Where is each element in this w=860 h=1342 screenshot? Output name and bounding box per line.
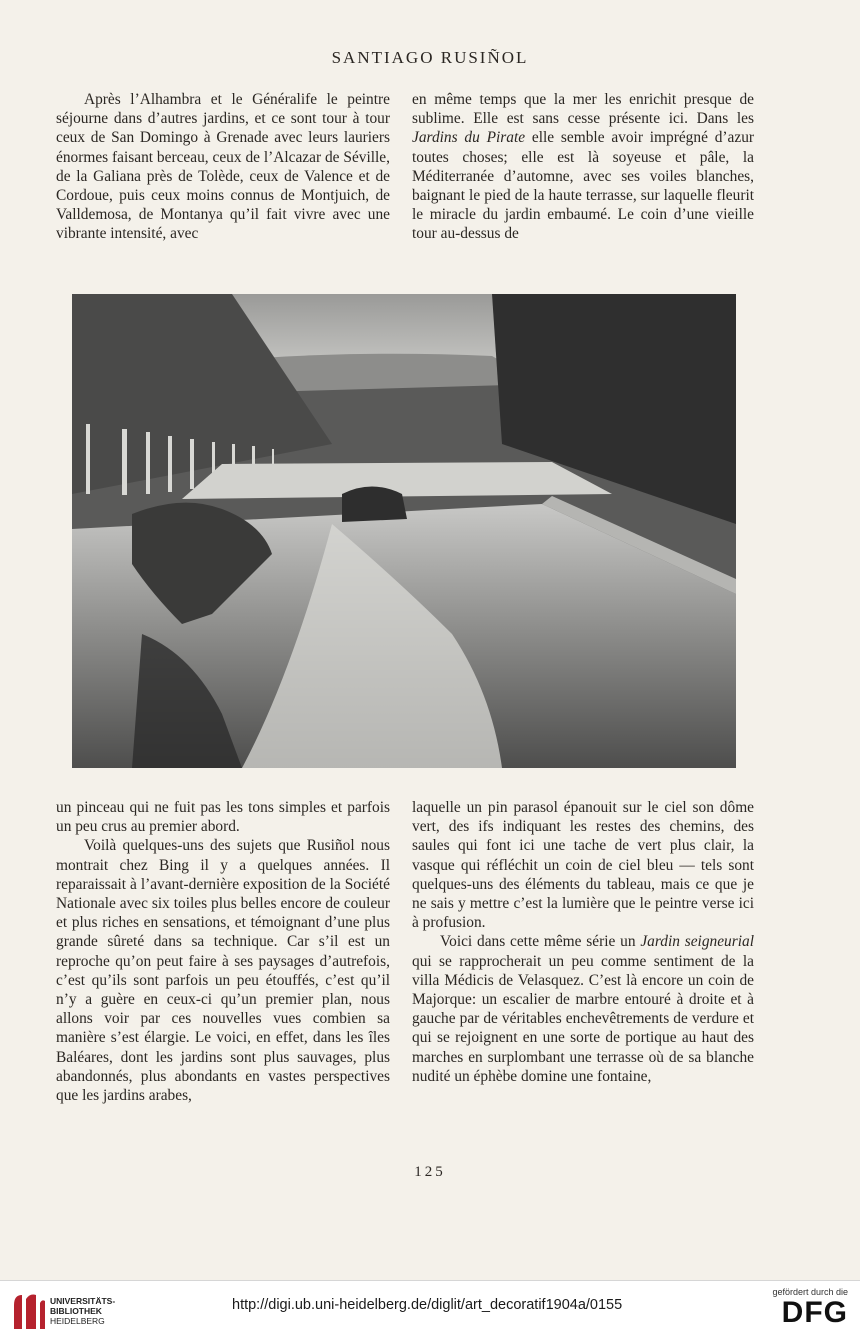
running-head: SANTIAGO RUSIÑOL [331,48,529,67]
viewer-footer [0,1280,860,1342]
garden-pool-illustration [72,294,736,768]
paragraph-text: Voici dans cette même série un [440,933,641,951]
artwork-title: Jardin seigneurial [640,933,754,951]
institution-line: HEIDELBERG [50,1316,105,1326]
paragraph-text: elle semble avoir imprégné d’azur toutes choses; elle est là soyeuse et pâle, la Méditerranée d’automne, avec ses voiles blanches, baignant le pied de la haute terrasse, sur laquelle fleurit le miracle du jardin embaumé. Le coin d’une vieille tour au-dessus de [412,129,755,243]
text-column-right-top [412,90,754,244]
text-column-left-top [56,90,390,244]
paragraph [412,932,754,1086]
artwork-title: Jardins du Pirate [412,129,526,147]
text-column-right-bottom [412,798,754,1086]
paragraph: laquelle un pin parasol épanouit sur le ciel son dôme vert, des ifs indiquant les restes des chemins, des saules qui font ici une tache de vert plus clair, la vasque qui réfléchit un coin de ciel bleu — tels sont quelques-uns des éléments du tableau, mais ce que je ne sais y mettre c’est la lumière que le peintre verse ici à profusion. [412,799,754,932]
paragraph: un pinceau qui ne fuit pas les tons simples et parfois un peu crus au premier abord. [56,799,390,836]
page-number: 125 [414,1164,446,1180]
paragraph [412,90,754,244]
text-column-left-bottom [56,798,390,1105]
sponsor-label: gefördert durch die [772,1287,848,1297]
dfg-logo: DFG [781,1296,848,1329]
paragraph: Voilà quelques-uns des sujets que Rusiñol nous montrait chez Bing il y a quelques années. Il reparaissait à l’avant-dernière exposition de la Société Nationale avec six toiles plus belles encore de couleur et plus riches en sensations, et témoignant d’une plus grande sûreté dans sa technique. Car s’il est un reproche qu’on peut faire à ses paysages d’autrefois, c’est qu’ils sont parfois un peu étouffés, c’est qu’il n’y a guère en ceux-ci qu’un premier plan, nous allons voir par ces nouvelles vues combien sa manière s’est élargie. Le voici, en effet, dans les îles Baléares, dont les jardins sont plus sauvages, plus abandonnés, plus abondants en vastes perspectives que les jardins arabes, [56,837,390,1105]
ub-heidelberg-logo-icon[interactable] [8,1289,48,1333]
institution-name[interactable] [50,1296,115,1326]
paragraph-text: en même temps que la mer les enrichit presque de sublime. Elle est sans cesse présente ici. Dans les [412,91,754,128]
paragraph-text: qui se rapprocherait un peu comme sentiment de la villa Médicis de Velasquez. C’est là encore un coin de Majorque: un escalier de marbre entouré à droite et à gauche par de véritables enchevêtrements de verdure et qui se rejoignent en une sorte de portique au haut des marches en surplombant une terrasse où de sa blanche nudité un éphèbe domine une fontaine, [412,952,754,1085]
sponsor-block[interactable] [762,1287,848,1329]
paragraph: Après l’Alhambra et le Généralife le peintre séjourne dans d’autres jardins, et ce sont tour à tour ceux de San Domingo à Grenade avec leurs lauriers énormes faisant berceau, ceux de l’Alcazar de Séville, de la Galiana près de Tolède, ceux de Valence et de Cordoue, puis ceux moins connus de Montjuich, de Valldemosa, de Montanya qu’il fait vivre avec une vibrante intensité, avec [56,91,390,243]
institution-line: BIBLIOTHEK [50,1306,102,1316]
central-fountain [342,487,407,523]
painting-plate [72,294,736,768]
institution-line: UNIVERSITÄTS- [50,1296,116,1306]
document-url-link[interactable]: http://digi.ub.uni-heidelberg.de/diglit/art_decoratif1904a/0155 [232,1297,623,1313]
